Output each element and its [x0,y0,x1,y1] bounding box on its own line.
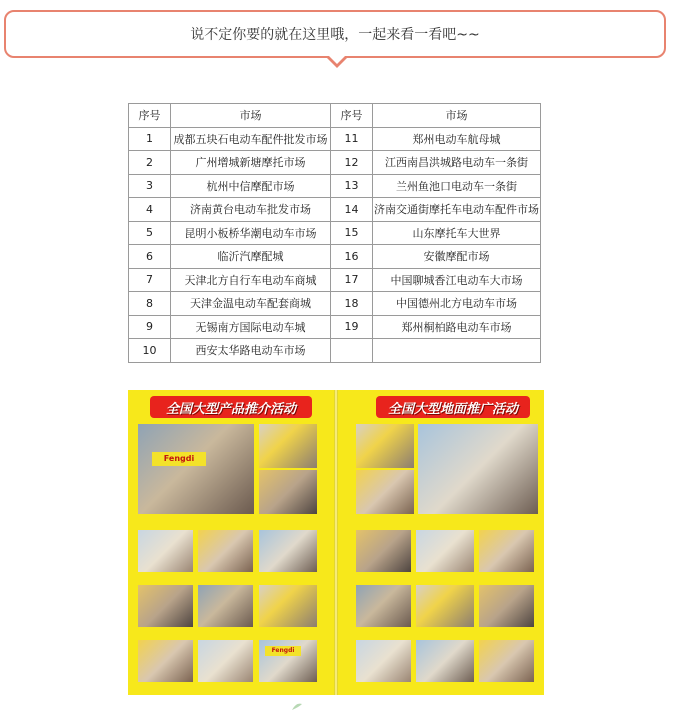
event-photo [259,585,317,627]
table-row [129,127,541,151]
row-market-cell: 天津金温电动车配套商城 [171,292,331,316]
table-row [129,339,541,363]
event-photo [138,530,193,572]
row-index-cell: 11 [331,127,373,151]
row-index-cell: 19 [331,315,373,339]
row-market-cell: 西安太华路电动车市场 [171,339,331,363]
markets-table [128,103,541,363]
event-photo [259,530,317,572]
table-row [129,315,541,339]
row-market-cell: 济南黄台电动车批发市场 [171,198,331,222]
row-market-cell: 中国聊城香江电动车大市场 [373,268,541,292]
row-index-cell: 1 [129,127,171,151]
row-market-cell: 济南交通街摩托车电动车配件市场 [373,198,541,222]
event-photo [138,640,193,682]
row-market-cell: 郑州电动车航母城 [373,127,541,151]
decorative-leaf-icon [290,700,310,711]
table-row [129,151,541,175]
row-market-cell: 安徽摩配市场 [373,245,541,269]
row-index-cell: 14 [331,198,373,222]
row-market-cell: 天津北方自行车电动车商城 [171,268,331,292]
event-photo [138,424,254,514]
intro-speech-bubble [4,10,666,58]
event-photo [259,640,317,682]
row-index-cell: 7 [129,268,171,292]
table-row [129,198,541,222]
event-photo [198,640,253,682]
photo-caption [268,516,308,524]
row-index-cell: 18 [331,292,373,316]
table-row [129,245,541,269]
table-row [129,174,541,198]
row-index-cell: 15 [331,221,373,245]
row-market-cell: 中国德州北方电动车市场 [373,292,541,316]
row-market-cell: 杭州中信摩配市场 [171,174,331,198]
row-market-cell: 昆明小板桥华潮电动车市场 [171,221,331,245]
brochure-left-page [128,390,336,695]
row-index-cell: 4 [129,198,171,222]
row-index-cell: 17 [331,268,373,292]
table-row [129,268,541,292]
row-index-cell: 12 [331,151,373,175]
row-market-cell: 山东摩托车大世界 [373,221,541,245]
row-index-cell: 6 [129,245,171,269]
promo-brochure [128,390,544,695]
row-market-cell: 江西南昌洪城路电动车一条街 [373,151,541,175]
row-market-cell: 临沂汽摩配城 [171,245,331,269]
event-photo [356,585,411,627]
event-photo [138,585,193,627]
event-photo [416,640,474,682]
row-index-cell: 16 [331,245,373,269]
event-photo [418,424,538,514]
row-index-cell [331,339,373,363]
row-index-cell: 2 [129,151,171,175]
header-market-1: 市场 [171,104,331,128]
event-photo [479,640,534,682]
table-row [129,292,541,316]
brand-sign: Fengdi [265,646,301,656]
brand-sign: Fengdi [152,452,206,466]
row-market-cell: 郑州桐柏路电动车市场 [373,315,541,339]
event-photo [259,470,317,514]
row-market-cell [373,339,541,363]
photo-caption [148,516,188,524]
event-photo [479,530,534,572]
row-market-cell: 兰州鱼池口电动车一条街 [373,174,541,198]
row-index-cell: 3 [129,174,171,198]
header-index-2: 序号 [331,104,373,128]
table-row [129,221,541,245]
row-index-cell: 9 [129,315,171,339]
event-photo [198,585,253,627]
bubble-tail-fill [329,56,345,64]
row-index-cell: 10 [129,339,171,363]
event-photo [198,530,253,572]
header-index-1: 序号 [129,104,171,128]
left-banner: 全国大型产品推介活动 [150,396,312,418]
row-index-cell: 8 [129,292,171,316]
event-photo [356,640,411,682]
header-market-2: 市场 [373,104,541,128]
row-market-cell: 成都五块石电动车配件批发市场 [171,127,331,151]
row-index-cell: 13 [331,174,373,198]
event-photo [259,424,317,468]
event-photo [479,585,534,627]
row-market-cell: 无锡南方国际电动车城 [171,315,331,339]
intro-text: 说不定你要的就在这里哦，一起来看一看吧~~ [190,27,480,43]
row-index-cell: 5 [129,221,171,245]
event-photo [356,470,414,514]
brochure-right-page [336,390,544,695]
event-photo [356,530,411,572]
event-photo [416,585,474,627]
event-photo [356,424,414,468]
right-banner: 全国大型地面推广活动 [376,396,530,418]
table-header-row [129,104,541,128]
row-market-cell: 广州增城新塘摩托市场 [171,151,331,175]
event-photo [416,530,474,572]
